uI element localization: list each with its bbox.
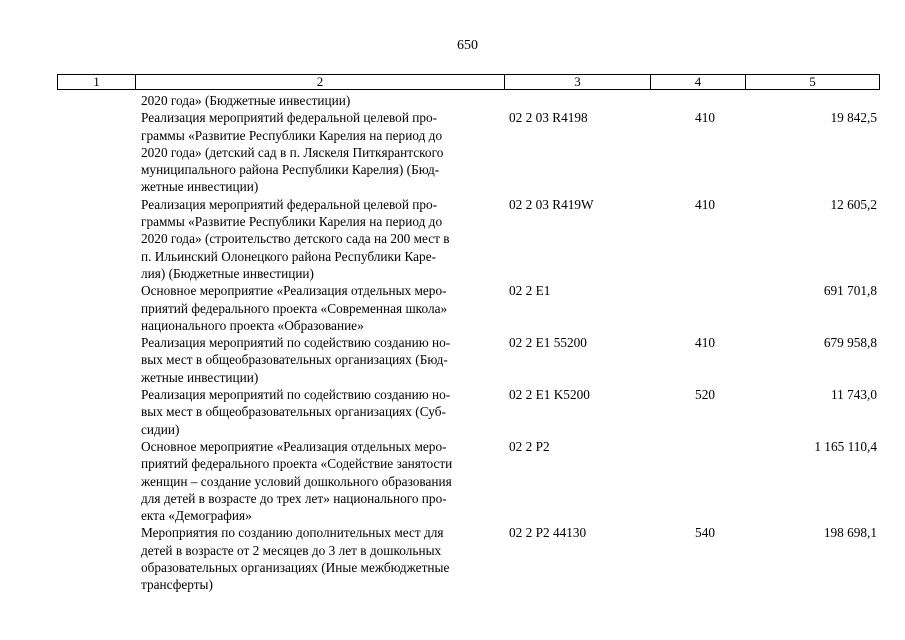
table-row [57,386,880,438]
table-row [57,334,880,386]
row-name-line: лия) (Бюджетные инвестиции) [141,265,314,281]
row-code: 02 2 03 R4198 [509,110,588,126]
row-amount: 12 605,2 [830,196,877,212]
table-row [57,109,880,195]
row-name-line: жетные инвестиции) [141,179,259,195]
row-amount [715,92,880,109]
row-name-line: приятий федерального проекта «Современная школа» [141,300,448,316]
row-col-1 [57,524,141,593]
row-name-line: женщин – создание условий дошкольного образования [141,473,452,489]
row-name [141,334,503,386]
header-col-3: 3 [505,75,651,89]
row-col-1 [57,109,141,195]
row-name-line: Реализация мероприятий по содействию созданию но- [141,335,451,351]
row-amount: 679 958,8 [823,335,877,351]
row-name-line: детей в возрасте от 2 месяцев до 3 лет в дошкольных [141,542,442,558]
row-amount: 19 842,5 [830,110,877,126]
row-col-1 [57,196,141,282]
row-type: 410 [695,196,715,212]
row-amount: 198 698,1 [823,525,877,541]
header-col-2: 2 [136,75,505,89]
row-name-line: Реализация мероприятий федеральной целевой про- [141,196,438,212]
row-name-line: муниципального района Республики Карелия) (Бюд- [141,162,440,178]
row-name-line: граммы «Развитие Республики Карелия на период до [141,214,443,230]
row-code: 02 2 E1 55200 [509,335,587,351]
row-name [141,386,503,438]
header-col-5: 5 [809,74,816,89]
table-row [57,524,880,593]
row-col-1 [57,438,141,524]
row-name-line: Мероприятия по созданию дополнительных мест для [141,525,444,541]
row-col-1 [57,386,141,438]
row-code: 02 2 E1 K5200 [509,387,590,403]
row-amount: 1 165 110,4 [814,438,877,454]
row-name-line: граммы «Развитие Республики Карелия на период до [141,127,443,143]
row-name-line: для детей в возрасте до трех лет» национального про- [141,490,447,506]
row-name-line: Реализация мероприятий по содействию созданию но- [141,387,451,403]
row-name [141,438,503,524]
row-name [141,524,503,593]
row-name-line: национального проекта «Образование» [141,317,364,333]
row-name-line: вых мест в общеобразовательных организациях (Бюд- [141,352,448,368]
row-code [503,92,649,109]
row-type: 410 [695,335,715,351]
row-name-line: п. Ильинский Олонецкого района Республики Каре- [141,248,437,264]
row-name [141,92,503,109]
row-name-line: приятий федерального проекта «Содействие занятости [141,456,453,472]
row-amount: 691 701,8 [823,283,877,299]
row-code: 02 2 E1 [509,283,551,299]
row-name-line: Реализация мероприятий федеральной целевой про- [141,110,438,126]
table-row [57,438,880,524]
row-name-line: Основное мероприятие «Реализация отдельных меро- [141,283,447,299]
row-name-line: вых мест в общеобразовательных организациях (Суб- [141,404,446,420]
row-name [141,109,503,195]
row-col-1 [57,334,141,386]
row-name-line: Основное мероприятие «Реализация отдельных меро- [141,438,447,454]
row-code: 02 2 03 R419W [509,196,594,212]
row-name-line: образовательных организациях (Иные межбюджетные [141,560,450,576]
row-type: 540 [695,525,715,541]
row-type: 410 [695,110,715,126]
table-row [57,196,880,282]
row-name [141,196,503,282]
row-type: 520 [695,387,715,403]
table-row [57,282,880,334]
row-code: 02 2 P2 44130 [509,525,587,541]
header-col-4: 4 [651,75,746,89]
row-name [141,282,503,334]
row-name-line: 2020 года» (Бюджетные инвестиции) [141,93,351,108]
row-name-line: сидии) [141,421,180,437]
table-header [57,74,880,90]
row-code: 02 2 P2 [509,438,550,454]
row-col-1 [57,92,141,109]
row-col-1 [57,282,141,334]
table-row [57,92,880,109]
row-type [649,92,715,109]
row-name-line: трансферты) [141,577,213,593]
row-name-line: 2020 года» (детский сад в п. Ляскеля Питкярантского [141,144,444,160]
row-type [649,438,715,524]
row-type [649,282,715,334]
row-name-line: жетные инвестиции) [141,369,259,385]
row-amount: 11 743,0 [830,387,877,403]
table-body [57,92,880,594]
header-col-1: 1 [58,75,136,89]
row-name-line: 2020 года» (строительство детского сада на 200 мест в [141,231,450,247]
row-name-line: екта «Демография» [141,508,252,524]
page-number: 650 [457,38,478,53]
